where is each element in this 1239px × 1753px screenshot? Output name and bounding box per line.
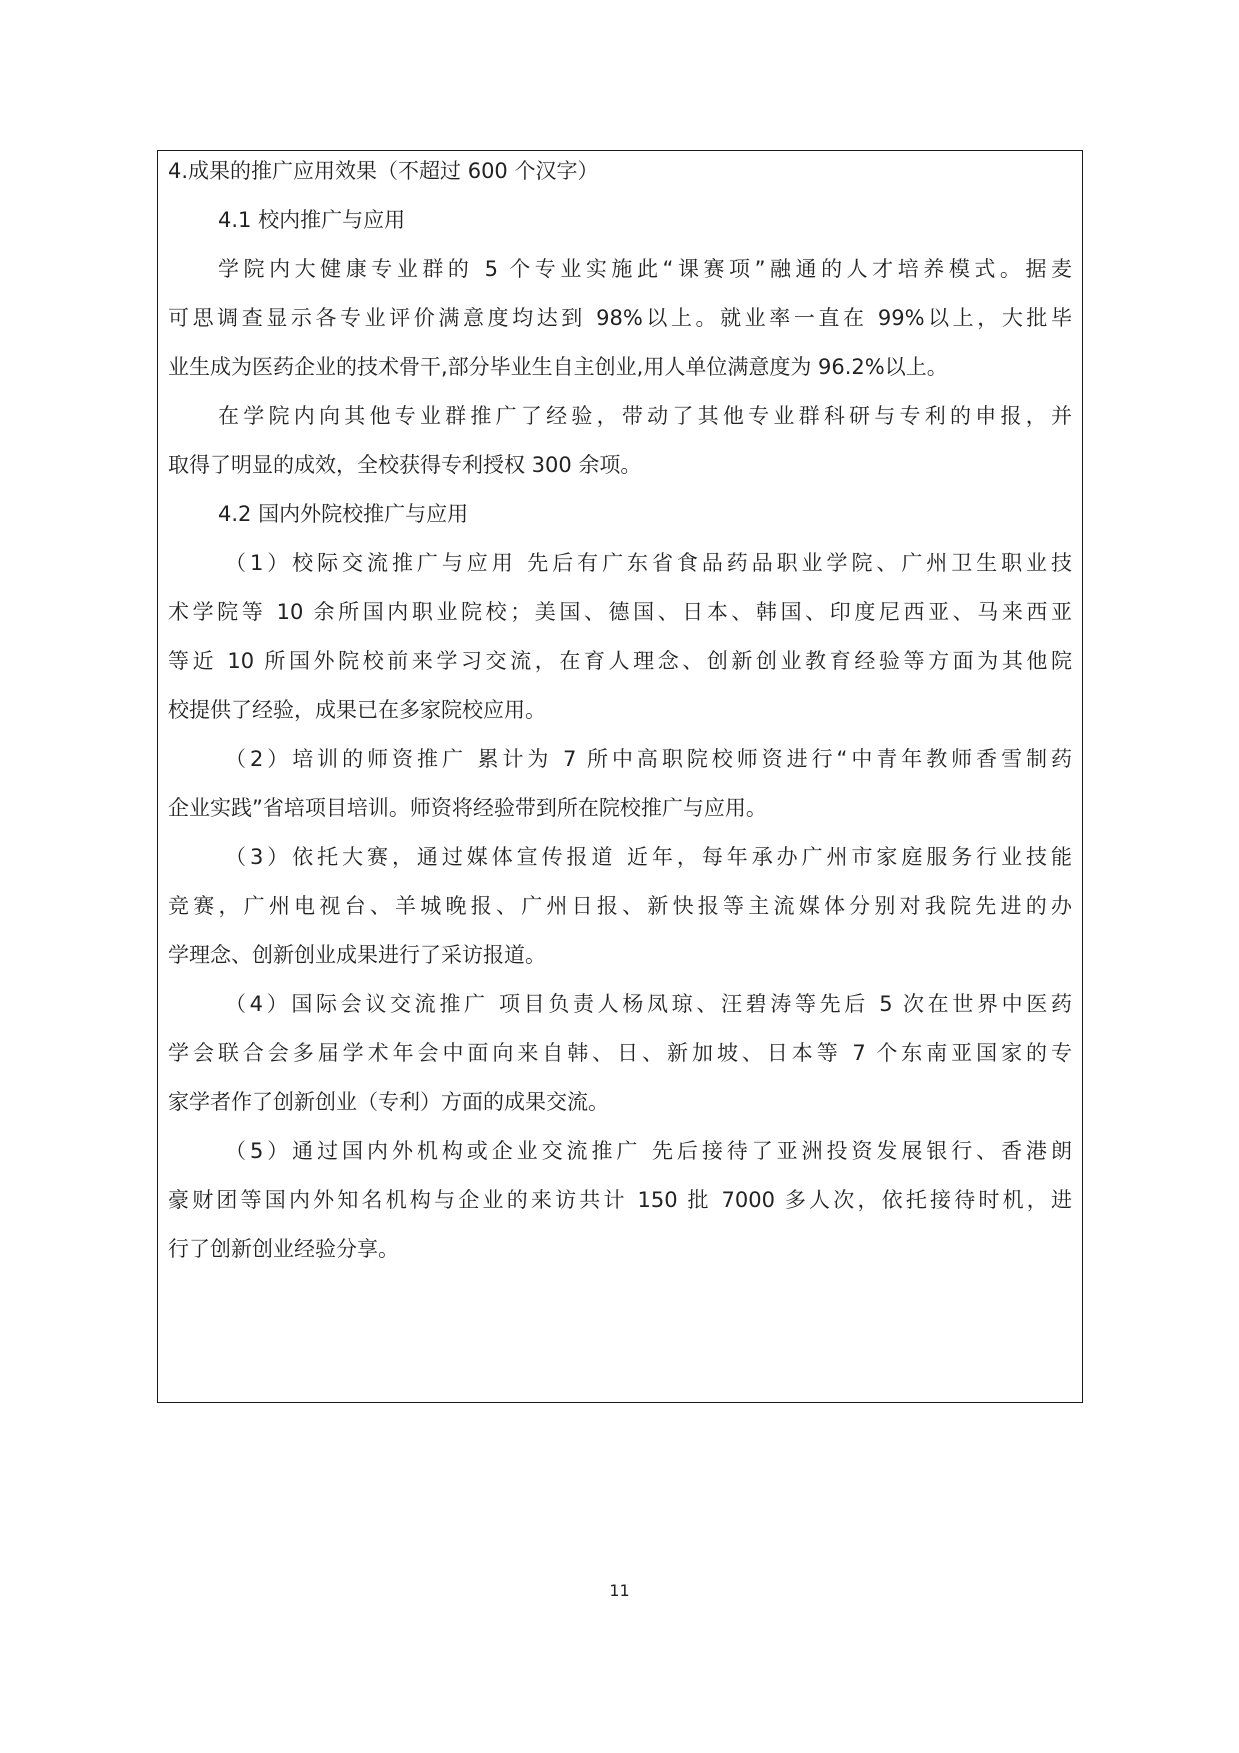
section-content [168,147,1072,1274]
list-item-line: （4）国际会议交流推广 项目负责人杨凤琼、汪碧涛等先后 5 次在世界中医药 [225,992,1072,1016]
subsection-heading-4-1: 4.1 校内推广与应用 [218,208,406,232]
paragraph-line: 学院内大健康专业群的 5 个专业实施此“课赛项”融通的人才培养模式。据麦 [218,257,1072,281]
list-item-line: （5）通过国内外机构或企业交流推广 先后接待了亚洲投资发展银行、香港朗 [225,1139,1072,1163]
list-item-line: 家学者作了创新创业（专利）方面的成果交流。 [168,1090,609,1114]
list-item-line: 学理念、创新创业成果进行了采访报道。 [168,943,546,967]
list-item-line: 等近 10 所国外院校前来学习交流，在育人理念、创新创业教育经验等方面为其他院 [168,649,1072,673]
list-item-line: 行了创新创业经验分享。 [168,1237,399,1261]
list-item-line: 校提供了经验，成果已在多家院校应用。 [168,698,546,722]
list-item-line: （3）依托大赛，通过媒体宣传报道 近年，每年承办广州市家庭服务行业技能 [225,845,1072,869]
list-item-line: 企业实践”省培项目培训。师资将经验带到所在院校推广与应用。 [168,796,767,820]
paragraph-line: 业生成为医药企业的技术骨干,部分毕业生自主创业,用人单位满意度为 96.2%以上。 [168,355,948,379]
paragraph-line: 在学院内向其他专业群推广了经验，带动了其他专业群科研与专利的申报，并 [218,404,1072,428]
section-title: 4.成果的推广应用效果（不超过 600 个汉字） [168,159,599,183]
subsection-heading-4-2: 4.2 国内外院校推广与应用 [218,502,469,526]
page-number: 11 [609,1581,630,1600]
list-item-line: （1）校际交流推广与应用 先后有广东省食品药品职业学院、广州卫生职业技 [225,551,1072,575]
paragraph-line: 可思调查显示各专业评价满意度均达到 98%以上。就业率一直在 99%以上，大批毕 [168,306,1072,330]
list-item-line: 术学院等 10 余所国内职业院校；美国、德国、日本、韩国、印度尼西亚、马来西亚 [168,600,1072,624]
list-item-line: 豪财团等国内外知名机构与企业的来访共计 150 批 7000 多人次，依托接待时机，进 [168,1188,1072,1212]
list-item-line: （2）培训的师资推广 累计为 7 所中高职院校师资进行“中青年教师香雪制药 [225,747,1072,771]
paragraph-line: 取得了明显的成效，全校获得专利授权 300 余项。 [168,453,642,477]
list-item-line: 竞赛，广州电视台、羊城晚报、广州日报、新快报等主流媒体分别对我院先进的办 [168,894,1072,918]
list-item-line: 学会联合会多届学术年会中面向来自韩、日、新加坡、日本等 7 个东南亚国家的专 [168,1041,1072,1065]
